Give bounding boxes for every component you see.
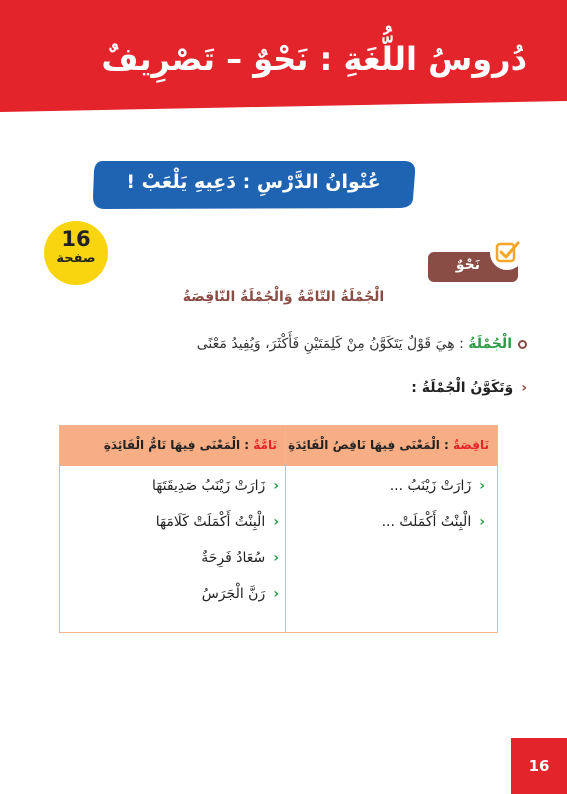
composition-text: وَتَكَوَّنُ الْجُمْلَةُ : bbox=[411, 380, 514, 396]
list-item bbox=[74, 514, 279, 550]
list-item bbox=[285, 478, 485, 514]
list-item bbox=[74, 586, 279, 622]
sentence-types-table bbox=[59, 425, 498, 633]
lesson-title-pill bbox=[91, 157, 416, 209]
check-square-glyph bbox=[492, 238, 522, 268]
definition-term: الْجُمْلَةُ bbox=[468, 336, 512, 352]
list-item-text: الْبِنْتُ أَكْمَلَتْ ... bbox=[381, 514, 472, 530]
page-title: دُروسُ اللُّغَةِ : نَحْوٌ – تَصْرِيفٌ bbox=[101, 40, 527, 78]
page-number: 16 bbox=[511, 738, 567, 794]
incomplete-kind: نَاقِصَةٌ bbox=[453, 438, 489, 452]
chevron-left-icon: ‹ bbox=[273, 514, 279, 530]
composition-intro bbox=[411, 380, 527, 396]
chevron-left-icon: ‹ bbox=[273, 586, 279, 602]
definition-text: : هِيَ قَوْلٌ يَتَكَوَّنُ مِنْ كَلِمَتَيْنِ فَأَكْثَرَ، وَيُفِيدُ مَعْنًى bbox=[196, 336, 464, 352]
complete-desc: : الْمَعْنَى فِيهَا تَامُّ الْفَائِدَةِ bbox=[103, 438, 250, 452]
complete-header bbox=[60, 426, 285, 466]
list-item bbox=[74, 550, 279, 586]
list-item-text: زَارَتْ زَيْنَبُ ... bbox=[389, 478, 472, 494]
chevron-left-icon: ‹ bbox=[273, 478, 279, 494]
complete-list bbox=[74, 478, 279, 622]
badge-page-number: 16 bbox=[61, 227, 91, 251]
chevron-left-icon: ‹ bbox=[479, 478, 485, 494]
badge-page-label: صفحة bbox=[56, 251, 96, 266]
header-banner bbox=[0, 0, 567, 112]
complete-kind: تَامَّةٌ bbox=[253, 438, 277, 452]
lesson-subtitle: الْجُمْلَةُ التّامَّةُ وَالْجُمْلَةُ النّاقِصَةُ bbox=[182, 289, 385, 305]
section-label: نَحْوٌ bbox=[455, 257, 480, 273]
chevron-left-icon: ‹ bbox=[479, 514, 485, 530]
list-item-text: رَنَّ الْجَرَسُ bbox=[201, 586, 266, 602]
list-item-text: الْبِنْتُ أَكْمَلَتْ كَلَامَهَا bbox=[155, 514, 266, 530]
incomplete-header bbox=[285, 426, 497, 466]
bullet-icon bbox=[518, 340, 527, 349]
sentence-definition bbox=[197, 336, 527, 352]
list-item-text: زَارَتْ زَيْنَبُ صَدِيقَتَهَا bbox=[151, 478, 266, 494]
lesson-title: عُنْوانُ الدَّرْسِ : دَعِيهِ يَلْعَبْ ! bbox=[126, 171, 381, 193]
check-square-icon bbox=[490, 236, 524, 270]
complete-header-text bbox=[104, 438, 277, 452]
list-item bbox=[285, 514, 485, 550]
incomplete-header-text bbox=[288, 438, 489, 452]
chevron-left-icon: ‹ bbox=[273, 550, 279, 566]
incomplete-desc: : الْمَعْنَى فِيهَا نَاقِصُ الْفَائِدَةِ bbox=[288, 438, 449, 452]
list-item-text: سُعَادُ فَرِحَةٌ bbox=[201, 550, 266, 566]
page-reference-badge bbox=[44, 221, 108, 285]
chevron-left-icon: ‹ bbox=[521, 380, 527, 396]
list-item bbox=[74, 478, 279, 514]
incomplete-list bbox=[285, 478, 485, 550]
